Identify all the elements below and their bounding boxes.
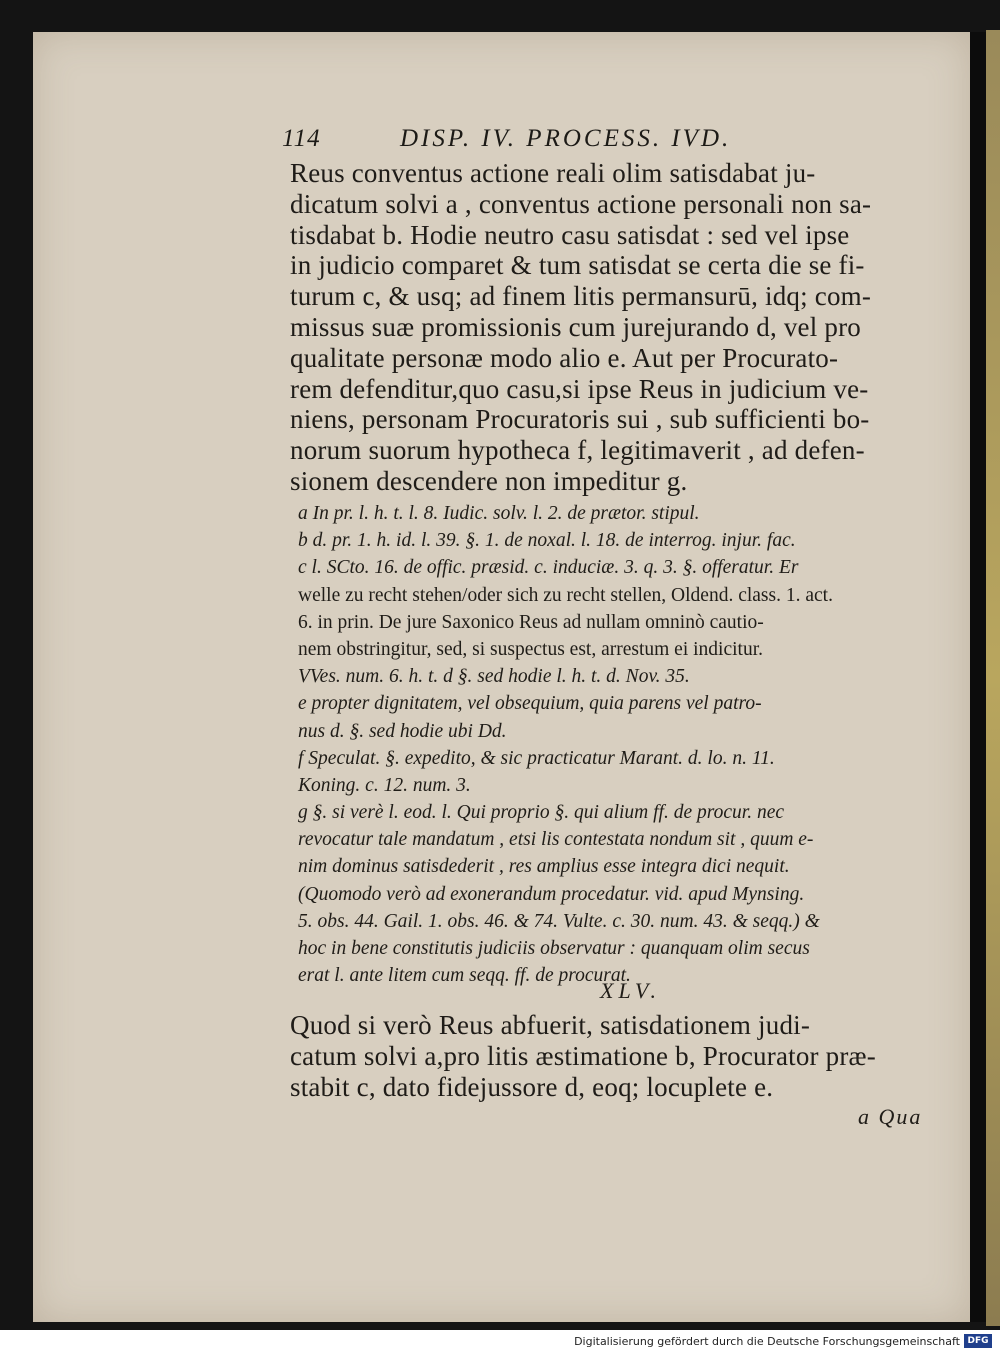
text-line: niens, personam Procuratoris sui , sub sufficienti bo- (290, 404, 870, 435)
catchword: a Qua (858, 1104, 923, 1129)
text-line: stabit c, dato fidejussore d, eoq; locuplete e. (290, 1071, 774, 1102)
text-line: Reus conventus actione reali olim satisdabat ju- (290, 158, 816, 188)
text-line: Quod si verò Reus abfuerit, satisdationem judi- (290, 1010, 811, 1040)
text-line: sionem descendere non impeditur g. (290, 465, 688, 496)
text-line: tisdabat b. Hodie neutro casu satisdat : sed vel ipse (290, 219, 850, 250)
footnote-line: hoc in bene constitutis judiciis observatur : quanquam olim secus (298, 938, 810, 959)
footnotes (298, 500, 938, 989)
footnote-line: revocatur tale mandatum , etsi lis contestata nondum sit , quum e- (298, 829, 814, 851)
main-paragraph-2 (290, 1010, 930, 1102)
footnote-line: a In pr. l. h. t. l. 8. Iudic. solv. l. 2. de prætor. stipul. (298, 503, 700, 524)
footnote-line: b d. pr. 1. h. id. l. 39. §. 1. de noxal. l. 18. de interrog. injur. fac. (298, 530, 796, 552)
dfg-logo-icon: DFG (964, 1334, 992, 1348)
section-heading: XLV. (600, 978, 661, 1003)
footnote-line: 6. in prin. De jure Saxonico Reus ad nullam omninò cautio- (298, 611, 764, 633)
text-line: in judicio comparet & tum satisdat se certa die se fi- (290, 250, 865, 281)
footnote-line: c l. SCto. 16. de offic. præsid. c. induciæ. 3. q. 3. §. offeratur. Er (298, 557, 799, 579)
text-line: turum c, & usq; ad finem litis permansurū, idq; com- (290, 281, 872, 312)
text-line: missus suæ promissionis cum jurejurando d, vel pro (290, 311, 861, 342)
text-line: norum suorum hypotheca f, legitimaverit , ad defen- (290, 435, 865, 466)
text-line: qualitate personæ modo alio e. Aut per Procurato- (290, 342, 839, 373)
footnote-line: g §. si verè l. eod. l. Qui proprio §. qui alium ff. de procur. nec (298, 802, 785, 824)
page-edge (970, 32, 986, 1322)
footnote-line: VVes. num. 6. h. t. d §. sed hodie l. h. t. d. Nov. 35. (298, 666, 690, 688)
footnote-line: Koning. c. 12. num. 3. (298, 774, 471, 796)
footnote-line: nim dominus satisdederit , res amplius esse integra dici nequit. (298, 856, 790, 878)
text-line: rem defenditur,quo casu,si ipse Reus in judicium ve- (290, 373, 869, 404)
footnote-line: erat l. ante litem cum seqq. ff. de procurat. (298, 965, 631, 987)
main-paragraph-1 (290, 158, 930, 497)
footnote-line: nem obstringitur, sed, si suspectus est, arrestum ei indicitur. (298, 638, 763, 660)
color-strip (986, 30, 1000, 1326)
footnote-line: welle zu recht stehen/oder sich zu recht stellen, Oldend. class. 1. act. (298, 584, 833, 606)
running-title: DISP. IV. PROCESS. IVD. (400, 125, 732, 152)
footer-bar (0, 1330, 1000, 1354)
footnote-line: (Quomodo verò ad exonerandum procedatur. vid. apud Mynsing. (298, 883, 805, 905)
page-number: 114 (282, 125, 321, 152)
footnote-line: 5. obs. 44. Gail. 1. obs. 46. & 74. Vulte. c. 30. num. 43. & seqq.) & (298, 910, 820, 932)
funding-notice: Digitalisierung gefördert durch die Deutsche Forschungsgemeinschaft (574, 1335, 960, 1348)
footnote-line: e propter dignitatem, vel obsequium, quia parens vel patro- (298, 693, 762, 715)
footnote-line: f Speculat. §. expedito, & sic practicatur Marant. d. lo. n. 11. (298, 747, 775, 769)
text-line: catum solvi a,pro litis æstimatione b, Procurator præ- (290, 1040, 876, 1071)
text-line: dicatum solvi a , conventus actione personali non sa- (290, 188, 872, 219)
footnote-line: nus d. §. sed hodie ubi Dd. (298, 720, 507, 742)
